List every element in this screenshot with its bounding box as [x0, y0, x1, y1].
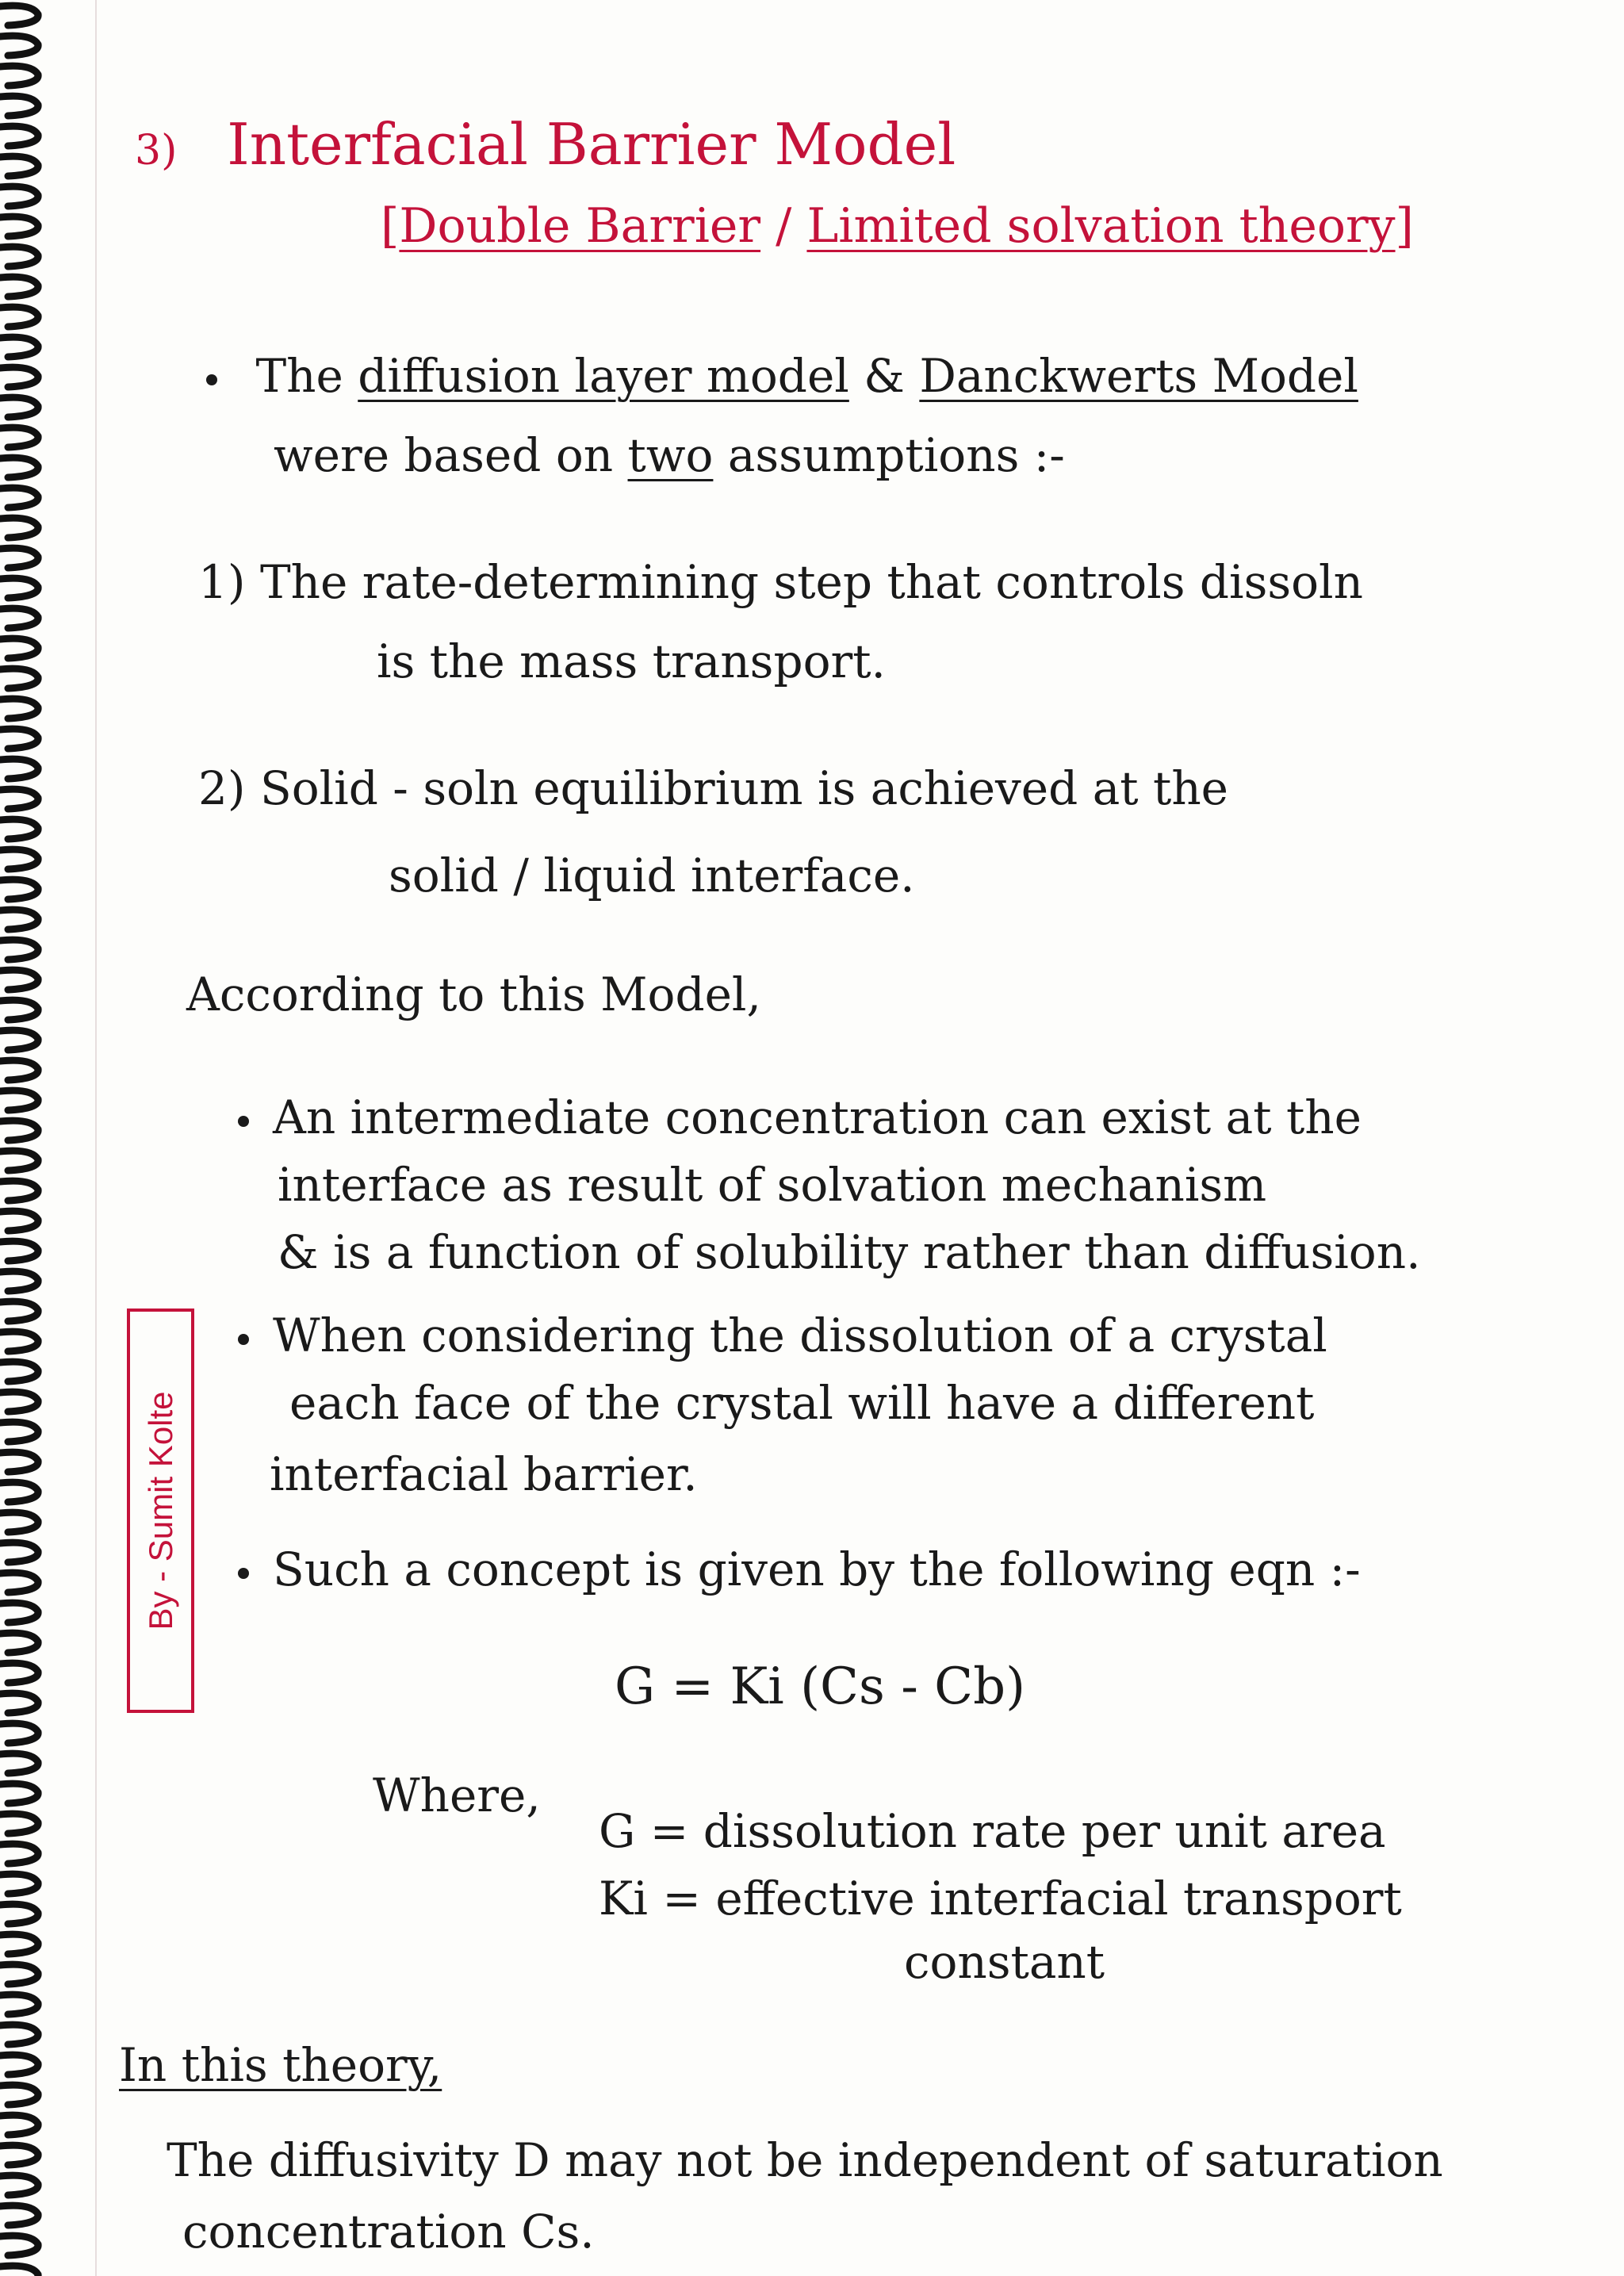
definition-ki: Ki = effective interfacial transport	[599, 1872, 1402, 1925]
subtitle-bracket-close: ]	[1395, 198, 1414, 254]
subtitle-part-2: Limited solvation theory	[806, 198, 1396, 254]
assumption-2-line-1	[198, 761, 1228, 815]
theory-line-2: concentration Cs.	[182, 2205, 595, 2259]
margin-line	[95, 0, 97, 2276]
point-2-line-3: interfacial barrier.	[270, 1447, 698, 1501]
point-2-line-1	[238, 1309, 1327, 1362]
section-number: 3)	[135, 127, 178, 174]
point-3-line-1	[238, 1542, 1361, 1596]
point-1-text-1: An intermediate concentration can exist at the	[273, 1090, 1362, 1144]
definition-g: G = dissolution rate per unit area	[599, 1804, 1386, 1858]
assumption-1-number: 1)	[198, 555, 246, 609]
subtitle-bracket-open: [	[381, 198, 400, 254]
point-2-line-2: each face of the crystal will have a different	[289, 1376, 1315, 1430]
point-1-line-1	[238, 1090, 1362, 1144]
assumption-1-text: The rate-determining step that controls dissoln	[259, 555, 1363, 609]
subtitle-part-1: Double Barrier	[399, 198, 761, 254]
intro-amp: &	[848, 349, 920, 403]
intro-two: two	[627, 428, 714, 482]
intro-model-2: Danckwerts Model	[919, 349, 1358, 403]
intro-line2-pre: were based on	[274, 428, 628, 482]
subtitle-separator: /	[760, 198, 807, 254]
author-stamp	[127, 1309, 194, 1713]
according-heading: According to this Model,	[186, 967, 761, 1021]
where-label: Where,	[373, 1768, 541, 1822]
point-2-text-1: When considering the dissolution of a crystal	[273, 1309, 1327, 1362]
subtitle	[381, 198, 1414, 254]
theory-line-1: The diffusivity D may not be independent of saturation	[167, 2133, 1443, 2187]
assumption-1-line-1	[198, 555, 1363, 609]
intro-model-1: diffusion layer model	[358, 349, 849, 403]
assumption-1-line-2: is the mass transport.	[377, 634, 886, 688]
intro-pre: The	[255, 349, 358, 403]
title-text: Interfacial Barrier Model	[227, 111, 956, 178]
intro-line-2	[274, 428, 1065, 482]
equation: G = Ki (Cs - Cb)	[615, 1657, 1026, 1716]
page-title	[135, 111, 956, 178]
intro-line2-post: assumptions :-	[713, 428, 1065, 482]
intro-line-1	[206, 349, 1358, 403]
point-1-line-2: interface as result of solvation mechanism	[278, 1158, 1267, 1212]
assumption-2-line-2: solid / liquid interface.	[389, 849, 915, 902]
definition-ki-cont: constant	[904, 1935, 1105, 1989]
author-name: By - Sumit Kolte	[141, 1391, 179, 1630]
spiral-binding	[0, 0, 56, 2276]
point-3-text-1: Such a concept is given by the following eqn :-	[273, 1542, 1361, 1596]
assumption-2-text: Solid - soln equilibrium is achieved at the	[259, 761, 1228, 815]
assumption-2-number: 2)	[198, 761, 246, 815]
theory-heading: In this theory,	[119, 2038, 442, 2092]
point-1-line-3: & is a function of solubility rather than diffusion.	[278, 1225, 1421, 1279]
